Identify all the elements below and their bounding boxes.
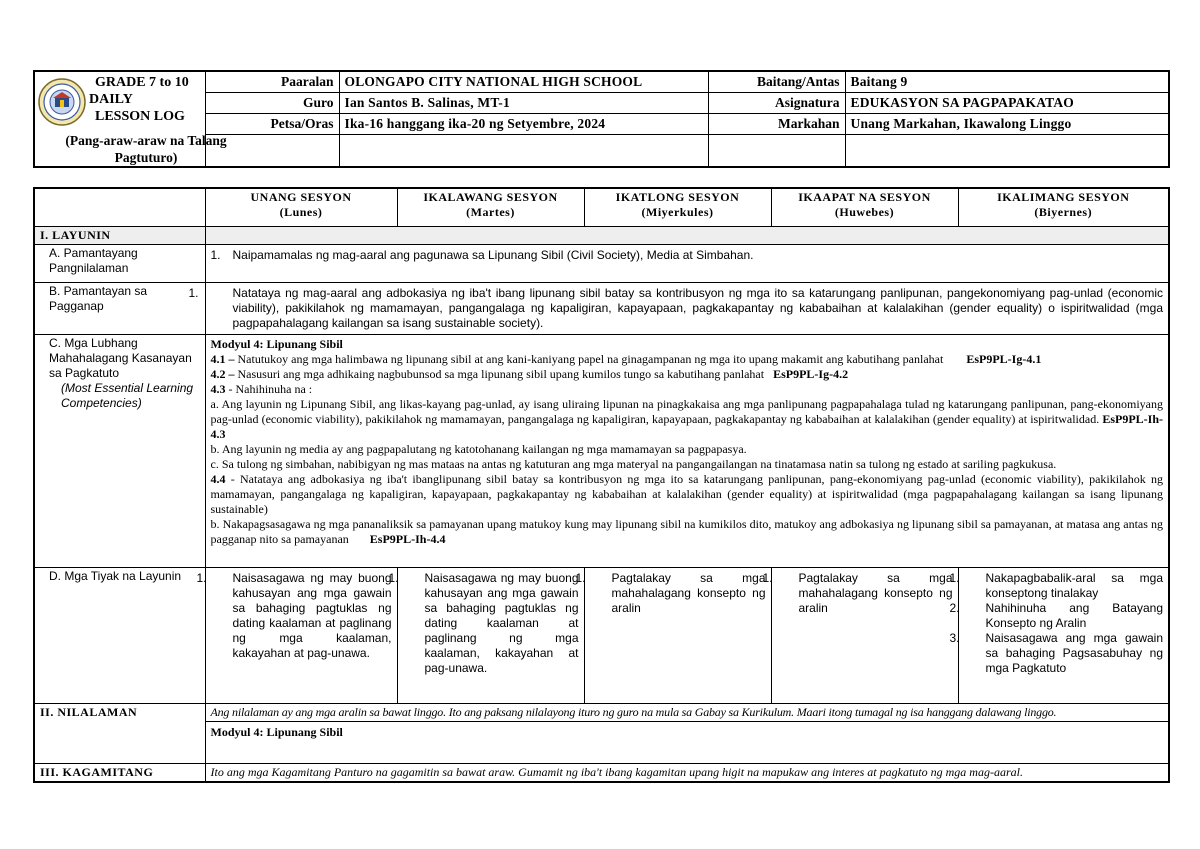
list-text: Pagtalakay sa mga mahahalagang konsepto ng aralin	[798, 570, 953, 615]
list-item	[762, 570, 953, 616]
row-label-melc	[34, 334, 205, 567]
melc-item-4-3-b: b. Ang layunin ng media ay ang pagpapalutang ng katotohanang kailangan ng mga mamamayan sa pagpapasya.	[210, 441, 747, 456]
title-block	[89, 74, 189, 125]
session-day: (Miyerkules)	[641, 205, 714, 219]
tiyak-session-2	[388, 567, 584, 703]
session-day: (Biyernes)	[1034, 205, 1093, 219]
list-text: Nahihinuha ang Batayang Konsepto ng Aralin	[985, 600, 1163, 630]
melc-item-4-1	[211, 352, 1164, 367]
baitang-value: Baitang 9	[845, 71, 1169, 93]
school-seal-icon	[38, 78, 86, 126]
guro-value: Ian Santos B. Salinas, MT-1	[339, 93, 708, 114]
melc-item-4-2	[211, 367, 1164, 382]
melc-modyul-title: Modyul 4: Lipunang Sibil	[210, 336, 343, 351]
melc-num: 4.4	[210, 471, 226, 486]
list-text: Naisasagawa ng may buong kahusayan ang mga gawain sa bahaging pagtuklas ng dating kaalaman at paglinang ng mga kaalaman, kakayahan at pag-unawa.	[424, 570, 579, 675]
list-number: 1.	[762, 570, 773, 585]
list-item	[575, 570, 766, 616]
lesson-table	[33, 187, 1170, 783]
melc-num: 4.3	[210, 381, 226, 396]
pagganap-text: Natataya ng mag-aaral ang adbokasiya ng iba't ibang lipunang sibil batay sa kontribusyon ng mga ito sa katarungang panlipunan, pangekonomiyang pag-unlad (economic viability), pakikilahok ng mamamayan, pangangalaga ng kapaligiran, kapayapaan, pagkakapantay ng kababaihan at kalalakihan (gender equality) o ispiritwalidad (mga pagpapahalagang kailangan sa isang sustainable society).	[232, 285, 1163, 330]
melc-sublabel: (Most Essential Learning Competencies)	[61, 380, 194, 410]
list-number: 2.	[949, 600, 960, 615]
row-label-pamantayan-sa-pagganap: B. Pamantayan sa Pagganap	[34, 282, 205, 334]
pangnilalaman-text: Naipamamalas ng mag-aaral ang pagunawa sa Lipunang Sibil (Civil Society), Media at Simbahan.	[232, 247, 754, 262]
session-1-header	[205, 188, 397, 226]
tiyak-session-1	[196, 567, 397, 703]
asignatura-value: EDUKASYON SA PAGPAPAKATAO	[845, 93, 1169, 114]
melc-item-4-4	[211, 472, 1164, 517]
list-number: 1.	[575, 570, 586, 585]
list-text: Nakapagbabalik-aral sa mga konseptong tinalakay	[985, 570, 1163, 600]
tagalog-title: (Pang-araw-araw na Talang Pagtuturo)	[65, 133, 227, 165]
pangnilalaman-content	[205, 244, 1169, 282]
melc-item-4-3-a	[211, 397, 1164, 442]
petsa-label: Petsa/Oras	[205, 114, 339, 135]
tiyak-session-3	[575, 567, 771, 703]
list-item	[196, 570, 392, 661]
paaralan-label: Paaralan	[205, 71, 339, 93]
list-item	[949, 630, 1164, 676]
list-number: 1.	[949, 570, 960, 585]
session-3-header	[584, 188, 771, 226]
melc-num: 4.2 –	[210, 366, 235, 381]
nilalaman-modyul-title: Modyul 4: Lipunang Sibil	[205, 721, 1169, 763]
row-label-pamantayang-pangnilalaman: A. Pamantayang Pangnilalaman	[34, 244, 205, 282]
melc-text: Nasusuri ang mga adhikaing nagbubunsod sa mga lipunang sibil upang kumilos tungo sa kabutihang panlahat	[237, 366, 765, 381]
session-name: IKATLONG SESYON	[615, 190, 740, 204]
melc-num: 4.1 –	[210, 351, 235, 366]
melc-item-4-3-c: c. Sa tulong ng simbahan, nabibigyan ng mas mataas na antas ng katuturan ang mga materyal na pangangailangan na tinatamasa natin sa tulong ng estado at sariling pagkukusa.	[210, 456, 1057, 471]
melc-text: Natutukoy ang mga halimbawa ng lipunang sibil at ang kani-kaniyang papel na ginagampanan ng mga ito upang makamit ang kabutihang panlahat	[237, 351, 944, 366]
baitang-label: Baitang/Antas	[708, 71, 845, 93]
melc-code: EsP9PL-Ih-4.3	[210, 411, 1164, 441]
markahan-label: Markahan	[708, 114, 845, 135]
melc-text: - Natataya ang adbokasiya ng iba't ibanglipunang sibil batay sa kontribusyon ng mga ito sa katarungang panlipunan, pang-ekonomiyang pag-unlad (economic viability), pakikilahok ng mamamayan, pangangalaga ng kapaligiran, kapayapaan, pagkakapantay ng kababaihan at kalalakihan (gender equality) at ispiritwalidad (mga pagpapahalagang kailangan sa isang lipunang sustainable)	[210, 471, 1164, 516]
melc-text: a. Ang layunin ng Lipunang Sibil, ang likas-kayang pag-unlad, ay isang uliraing lipunan na pinagkakaisa ang mga panlipunang pagpapahalaga tulad ng katarungang panlipunan, pang-ekonomiyang pag-unlad (economic viability), pakikilahok ng mamamayan, pangangalaga ng kapaligiran, kapayapaan, pagkakapantay ng kababaihan at kalalakihan (gender equality) at ispiritwalidad.	[210, 396, 1163, 426]
guro-label: Guro	[205, 93, 339, 114]
melc-code: EsP9PL-Ig-4.1	[966, 351, 1042, 366]
empty-cell	[708, 135, 845, 167]
session-day: (Lunes)	[279, 205, 323, 219]
row-label-tiyak-na-layunin: D. Mga Tiyak na Layunin	[34, 567, 205, 703]
session-2-header	[397, 188, 584, 226]
session-name: IKALAWANG SESYON	[423, 190, 558, 204]
session-day: (Huwebes)	[834, 205, 895, 219]
kagamitan-note: Ito ang mga Kagamitang Panturo na gagamitin sa bawat araw. Gumamit ng iba't ibang kagamitan upang higit na mapukaw ang interes at pagkatuto ng mga mag-aaral.	[205, 763, 1169, 782]
empty-cell	[845, 135, 1169, 167]
section-nilalaman-title: II. NILALAMAN	[34, 703, 205, 763]
session-5-header	[958, 188, 1169, 226]
section-kagamitan-title: III. KAGAMITANG	[34, 763, 205, 782]
list-number: 1.	[388, 570, 399, 585]
list-number: 1.	[196, 570, 207, 585]
paaralan-value: OLONGAPO CITY NATIONAL HIGH SCHOOL	[339, 71, 708, 93]
melc-item-4-3	[211, 382, 1164, 397]
melc-item-4-4-b	[211, 517, 1164, 547]
empty-cell	[339, 135, 708, 167]
session-name: IKAAPAT NA SESYON	[798, 190, 931, 204]
session-day: (Martes)	[466, 205, 515, 219]
title-cell	[34, 71, 227, 167]
section-shade	[205, 226, 1169, 244]
list-text: Pagtalakay sa mga mahahalagang konsepto ng aralin	[611, 570, 766, 615]
header-table	[33, 70, 1170, 168]
session-name: IKALIMANG SESYON	[997, 190, 1130, 204]
list-text: Naisasagawa ng may buong kahusayan ang mga gawain sa bahaging pagtuklas ng dating kaalaman at paglinang ng mga kaalaman, kakayahan at pag-unawa.	[232, 570, 392, 660]
melc-text: - Nahihinuha na :	[228, 381, 313, 396]
lesson-log-title: LESSON LOG	[95, 109, 185, 124]
empty-cell	[34, 188, 205, 226]
list-item	[949, 570, 1164, 601]
pagganap-content	[188, 282, 1169, 334]
melc-code: EsP9PL-Ih-4.4	[369, 531, 446, 546]
tiyak-session-5	[949, 567, 1169, 703]
list-item	[949, 600, 1164, 631]
list-item	[388, 570, 579, 676]
nilalaman-note: Ang nilalaman ay ang mga aralin sa bawat linggo. Ito ang paksang nilalayong ituro ng guro na mula sa Gabay sa Kurikulum. Maari itong tumagal ng isa hanggang dalawang linggo.	[205, 703, 1169, 721]
list-number: 3.	[949, 630, 960, 645]
melc-label: C. Mga Lubhang Mahahalagang Kasanayan sa Pagkatuto	[49, 335, 192, 380]
section-layunin-title: I. LAYUNIN	[34, 226, 205, 244]
list-number: 1.	[188, 285, 199, 300]
tiyak-session-4	[762, 567, 958, 703]
session-name: UNANG SESYON	[250, 190, 352, 204]
melc-text: b. Nakapagsasagawa ng mga pananaliksik sa pamayanan upang matukoy kung may lipunang sibil na kumikilos dito, matukoy ang adbokasiya ng lipunang sibil sa pamayanan, at matasa ang antas ng pagganap nito sa pamayanan	[210, 516, 1163, 546]
grade-title: GRADE 7 to 10	[95, 75, 189, 90]
list-number: 1.	[210, 247, 221, 262]
melc-content	[205, 334, 1169, 567]
list-text: Naisasagawa ang mga gawain sa bahaging Pagsasabuhay ng mga Pagkatuto	[985, 630, 1163, 675]
melc-code: EsP9PL-Ig-4.2	[773, 366, 849, 381]
asignatura-label: Asignatura	[708, 93, 845, 114]
session-4-header	[771, 188, 958, 226]
daily-title: DAILY	[89, 92, 133, 107]
petsa-value: Ika-16 hanggang ika-20 ng Setyembre, 2024	[339, 114, 708, 135]
markahan-value: Unang Markahan, Ikawalong Linggo	[845, 114, 1169, 135]
